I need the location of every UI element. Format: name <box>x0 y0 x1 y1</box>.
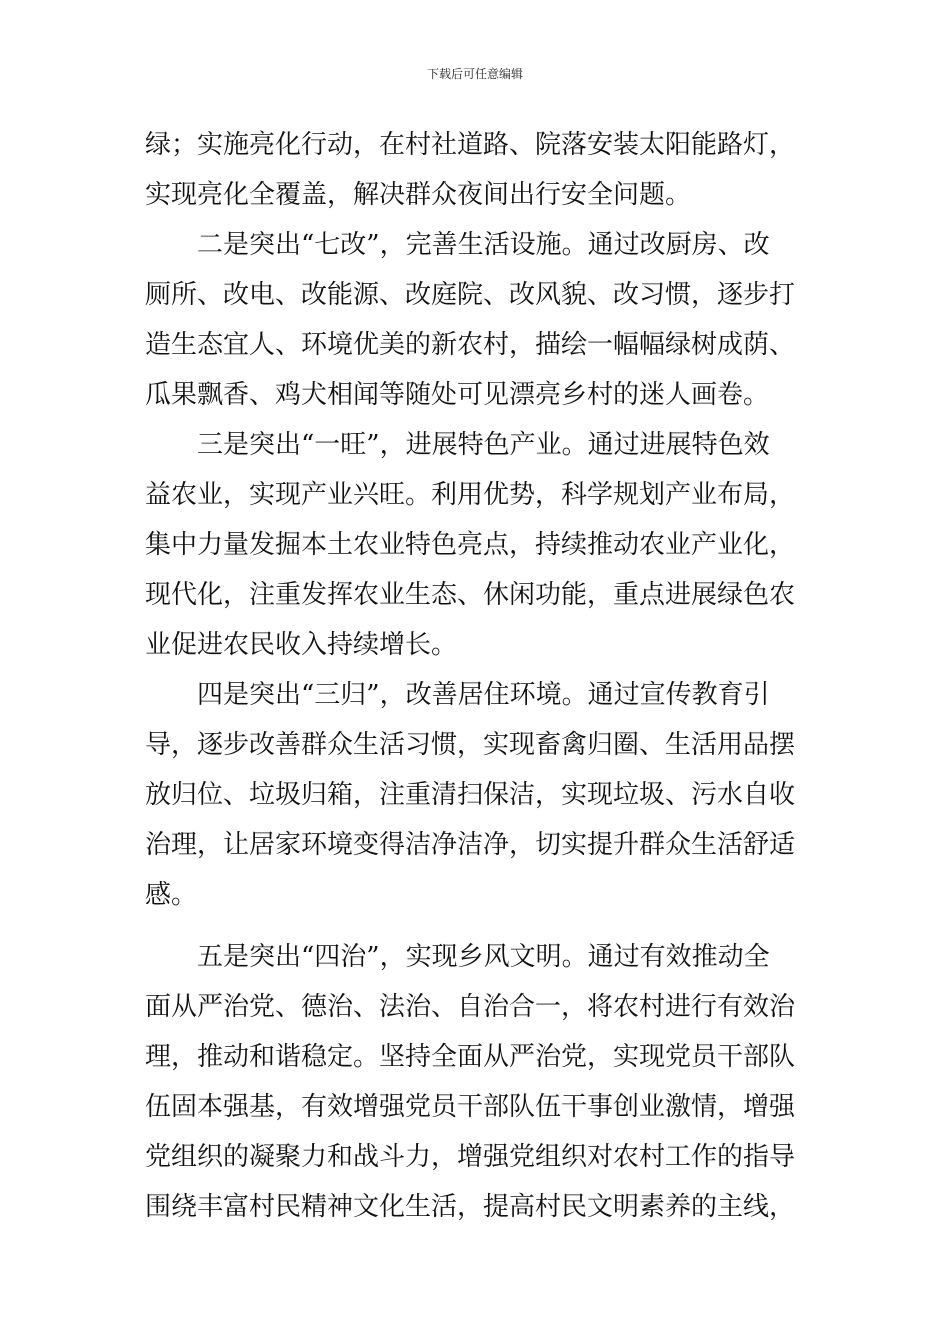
paragraph-1 <box>145 120 807 220</box>
text-line: 厕所、改电、改能源、改庭院、改风貌、改习惯，逐步打 <box>145 280 796 310</box>
text-line: 集中力量发掘本土农业特色亮点，持续推动农业产业化， <box>145 530 796 560</box>
text-line: 造生态宜人、环境优美的新农村，描绘一幅幅绿树成荫、 <box>145 330 796 360</box>
text-line: 二是突出“七改”，完善生活设施。通过改厨房、改 <box>145 230 770 260</box>
text-line: 四是突出“三归”，改善居住环境。通过宣传教育引 <box>145 680 770 710</box>
text-line: 瓜果飘香、鸡犬相闻等随处可见漂亮乡村的迷人画卷。 <box>145 380 770 410</box>
document-body <box>145 120 807 1232</box>
paragraph-gap <box>145 920 807 932</box>
text-line: 业促进农民收入持续增长。 <box>145 630 458 660</box>
text-line: 益农业，实现产业兴旺。利用优势，科学规划产业布局， <box>145 480 796 510</box>
text-line: 放归位、垃圾归箱，注重清扫保洁，实现垃圾、污水自收 <box>145 780 796 810</box>
text-line: 现代化，注重发挥农业生态、休闲功能，重点进展绿色农 <box>145 580 796 610</box>
text-line: 导，逐步改善群众生活习惯，实现畜禽归圈、生活用品摆 <box>145 730 796 760</box>
text-line: 围绕丰富村民精神文化生活，提高村民文明素养的主线， <box>145 1192 796 1222</box>
text-line: 治理，让居家环境变得洁净洁净，切实提升群众生活舒适 <box>145 830 796 860</box>
text-line: 理，推动和谐稳定。坚持全面从严治党，实现党员干部队 <box>145 1042 796 1072</box>
text-line: 五是突出“四治”，实现乡风文明。通过有效推动全 <box>145 942 770 972</box>
text-line: 三是突出“一旺”，进展特色产业。通过进展特色效 <box>145 430 770 460</box>
paragraph-3 <box>145 420 807 670</box>
text-line: 感。 <box>145 880 198 910</box>
text-line: 伍固本强基，有效增强党员干部队伍干事创业激情，增强 <box>145 1092 796 1122</box>
text-line: 党组织的凝聚力和战斗力，增强党组织对农村工作的指导 <box>145 1142 796 1172</box>
paragraph-4 <box>145 670 807 920</box>
page-header: 下载后可任意编辑 <box>426 67 523 81</box>
text-line: 实现亮化全覆盖，解决群众夜间出行安全问题。 <box>145 180 692 210</box>
text-line: 面从严治党、德治、法治、自治合一，将农村进行有效治 <box>145 992 796 1022</box>
paragraph-2 <box>145 220 807 420</box>
paragraph-5 <box>145 932 807 1232</box>
text-line: 绿；实施亮化行动，在村社道路、院落安装太阳能路灯， <box>145 130 796 160</box>
